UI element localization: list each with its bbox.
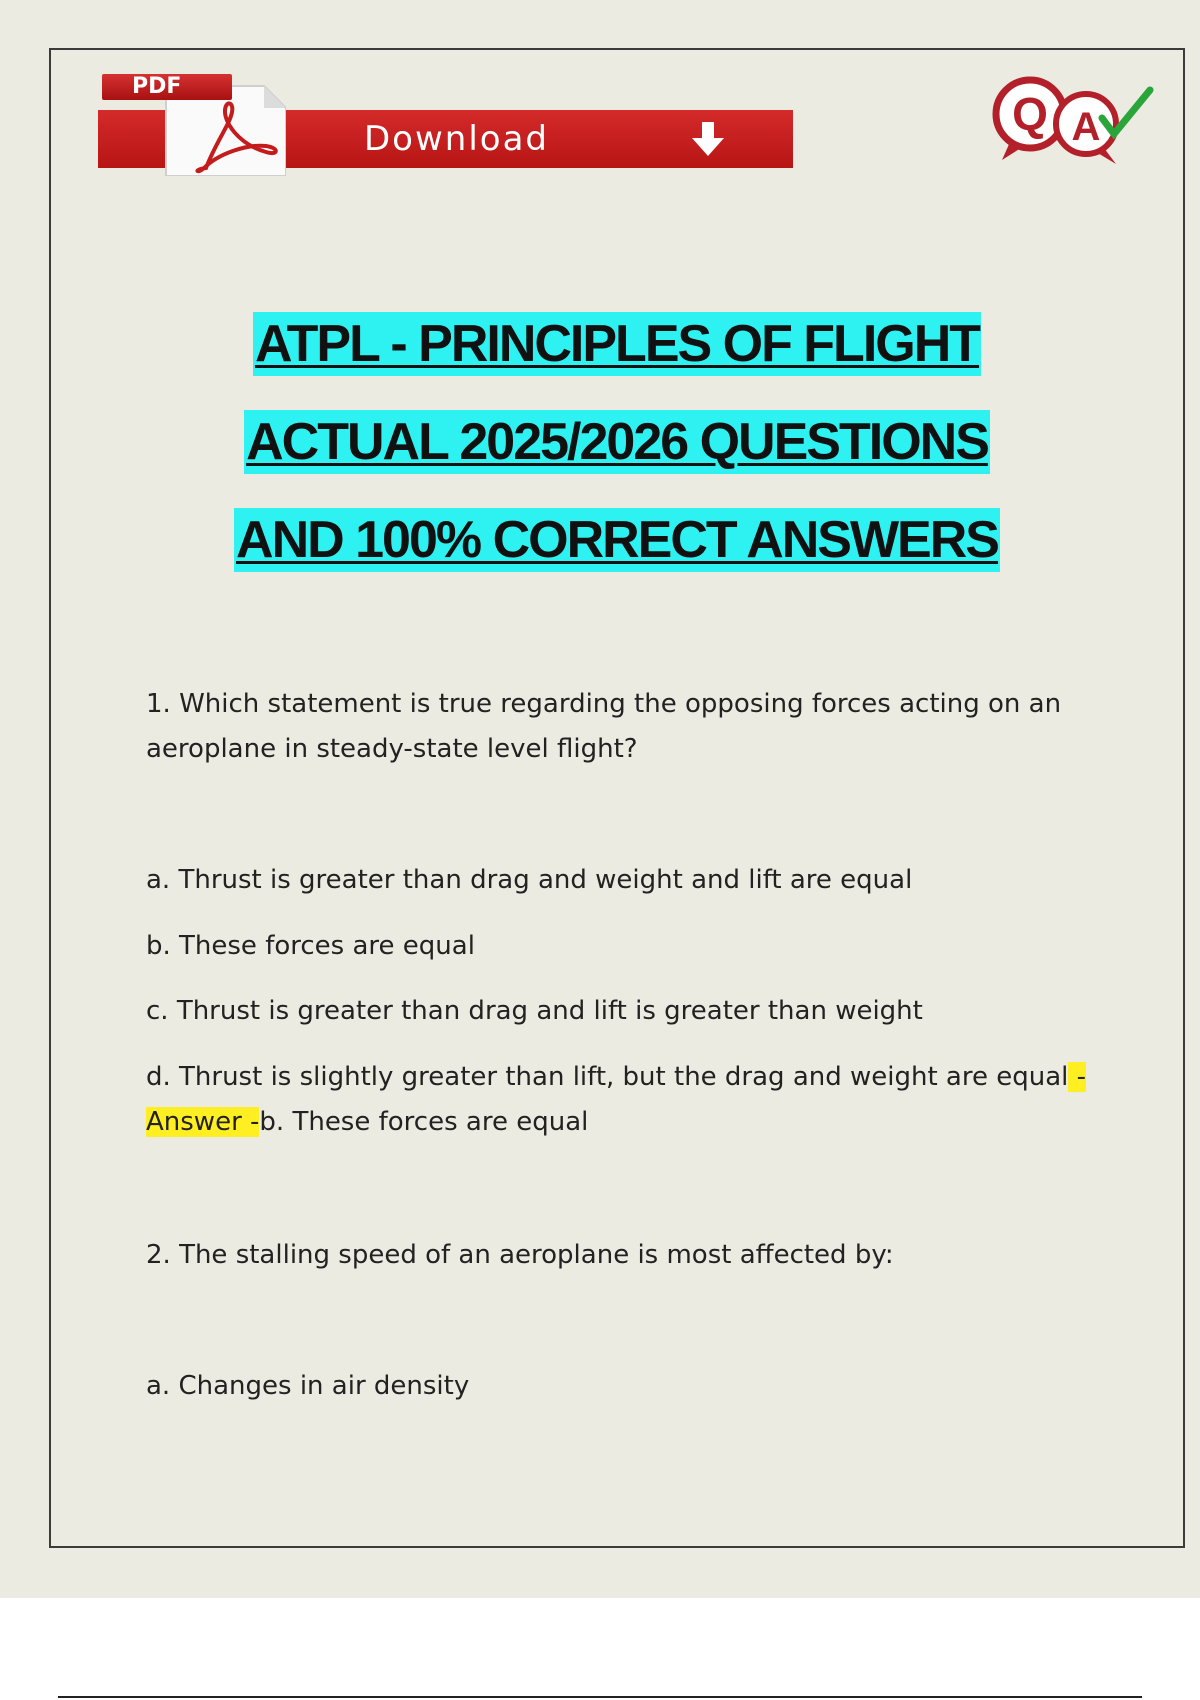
question-1-answer: b. These forces are equal	[259, 1107, 589, 1137]
qa-logo	[988, 68, 1158, 168]
answer-marker: Answer -	[146, 1107, 260, 1137]
pdf-tag: PDF	[102, 74, 232, 100]
answer-dash: -	[1068, 1062, 1087, 1092]
pdf-download-button[interactable]	[98, 72, 793, 176]
question-1-option-d-block	[146, 1055, 1096, 1145]
document-title	[0, 312, 1200, 606]
download-label: Download	[364, 119, 550, 159]
question-1-option-c: c. Thrust is greater than drag and lift is greater than weight	[146, 996, 923, 1026]
qa-logo-a: A	[1071, 105, 1101, 149]
title-line-3: AND 100% CORRECT ANSWERS	[234, 508, 1000, 572]
arrow-down-icon	[688, 120, 728, 160]
question-1-option-d: d. Thrust is slightly greater than lift, but the drag and weight are equal	[146, 1062, 1069, 1092]
question-2-option-a: a. Changes in air density	[146, 1371, 470, 1401]
page-border	[49, 48, 1185, 1548]
question-2-text: 2. The stalling speed of an aeroplane is most affected by:	[146, 1240, 894, 1270]
question-1-text: 1. Which statement is true regarding the opposing forces acting on an aeroplane in steady-state level flight?	[146, 689, 1062, 764]
qa-logo-q: Q	[1012, 88, 1048, 140]
title-line-2: ACTUAL 2025/2026 QUESTIONS	[244, 410, 990, 474]
title-line-1: ATPL - PRINCIPLES OF FLIGHT	[253, 312, 981, 376]
question-1-option-a: a. Thrust is greater than drag and weight and lift are equal	[146, 865, 913, 895]
question-1-option-b: b. These forces are equal	[146, 931, 475, 961]
footer-rule	[58, 1696, 1142, 1698]
